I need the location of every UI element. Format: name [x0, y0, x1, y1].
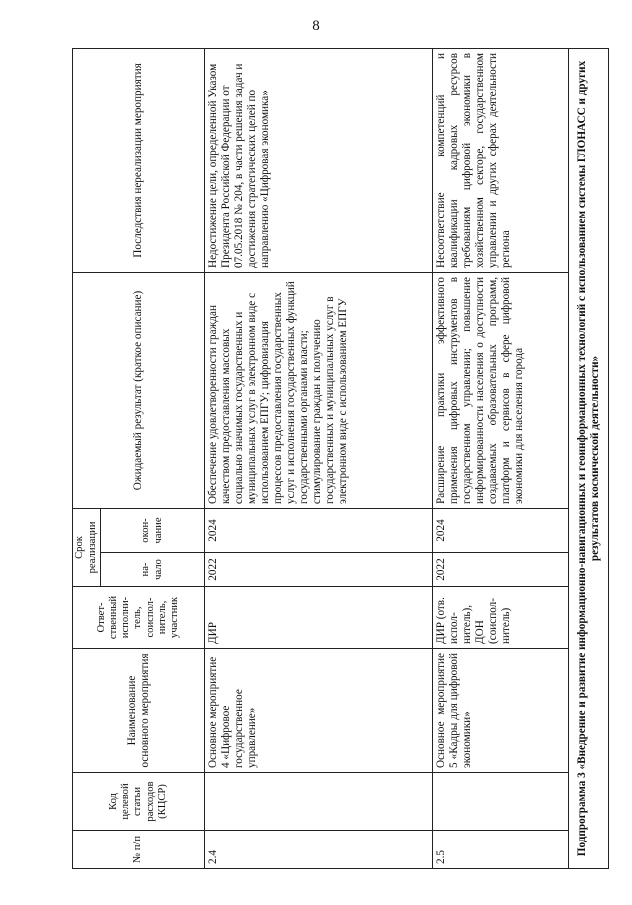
header-responsible: Ответ-ственный исполни-тель, соиспол-нитель, участник — [73, 587, 205, 649]
row-start: 2022 — [205, 553, 433, 587]
row-responsible: ДИР — [205, 587, 433, 649]
header-start: на-чало — [101, 553, 205, 587]
header-result: Ожидаемый результат (краткое описание) — [73, 272, 205, 508]
row-end: 2024 — [433, 508, 569, 552]
row-kcsr — [205, 773, 433, 831]
header-kcsr: Код целевой статьи расходов (КЦСР) — [73, 773, 205, 831]
header-num: № п/п — [73, 831, 205, 869]
activities-table — [72, 48, 609, 869]
row-result: Обеспечение удовлетворенности граждан качеством предоставления массовых социально значимых государственных и муниципальных услуг в электронном виде с использованием ЕПГУ; цифровизация процессов предоставления государственных услуг и исполнения государственных функций государственными органами власти; стимулирование граждан к получению государственных и муниципальных услуг в электронном виде с использованием ЕПГУ — [205, 272, 433, 508]
page-number: 8 — [312, 18, 320, 34]
table-row — [433, 48, 569, 868]
row-responsible: ДИР (отв. испол-нитель), ДОН (соиспол-нитель) — [433, 587, 569, 649]
row-start: 2022 — [433, 553, 569, 587]
row-num: 2.5 — [433, 831, 569, 869]
row-consequence: Несоответствие компетенций и квалификации кадровых ресурсов требованиям цифровой экономики в хозяйственном секторе, государственном управлении и других сферах деятельности региона — [433, 48, 569, 272]
row-result: Расширение практики эффективного применения цифровых инструментов в государственном управлении; повышение информированности населения о доступности создаваемых образовательных программ, платформ и сервисов в сфере цифровой экономики для населения города — [433, 272, 569, 508]
header-name: Наименование основного мероприятия — [73, 649, 205, 773]
table-row — [205, 48, 433, 868]
header-consequence: Последствия нереализации мероприятия — [73, 48, 205, 272]
row-end: 2024 — [205, 508, 433, 552]
row-name: Основное мероприятие 4 «Цифровое государственное управление» — [205, 649, 433, 773]
row-kcsr — [433, 773, 569, 831]
rotated-table-container — [72, 49, 601, 869]
header-end: окон-чание — [101, 508, 205, 552]
row-consequence: Недостижение цели, определенной Указом Президента Российской Федерации от 07.05.2018 № 204, в части решения задач и достижения стратегических целей по направлению «Цифровая экономика» — [205, 48, 433, 272]
subprogram-heading: Подпрограмма 3 «Внедрение и развитие информационно-навигационных и геоинформационных технологий с использованием системы ГЛОНАСС и других результатов космической деятельности» — [569, 48, 609, 868]
header-term: Срок реализации — [73, 508, 101, 586]
row-num: 2.4 — [205, 831, 433, 869]
row-name: Основное мероприятие 5 «Кадры для цифровой экономики» — [433, 649, 569, 773]
